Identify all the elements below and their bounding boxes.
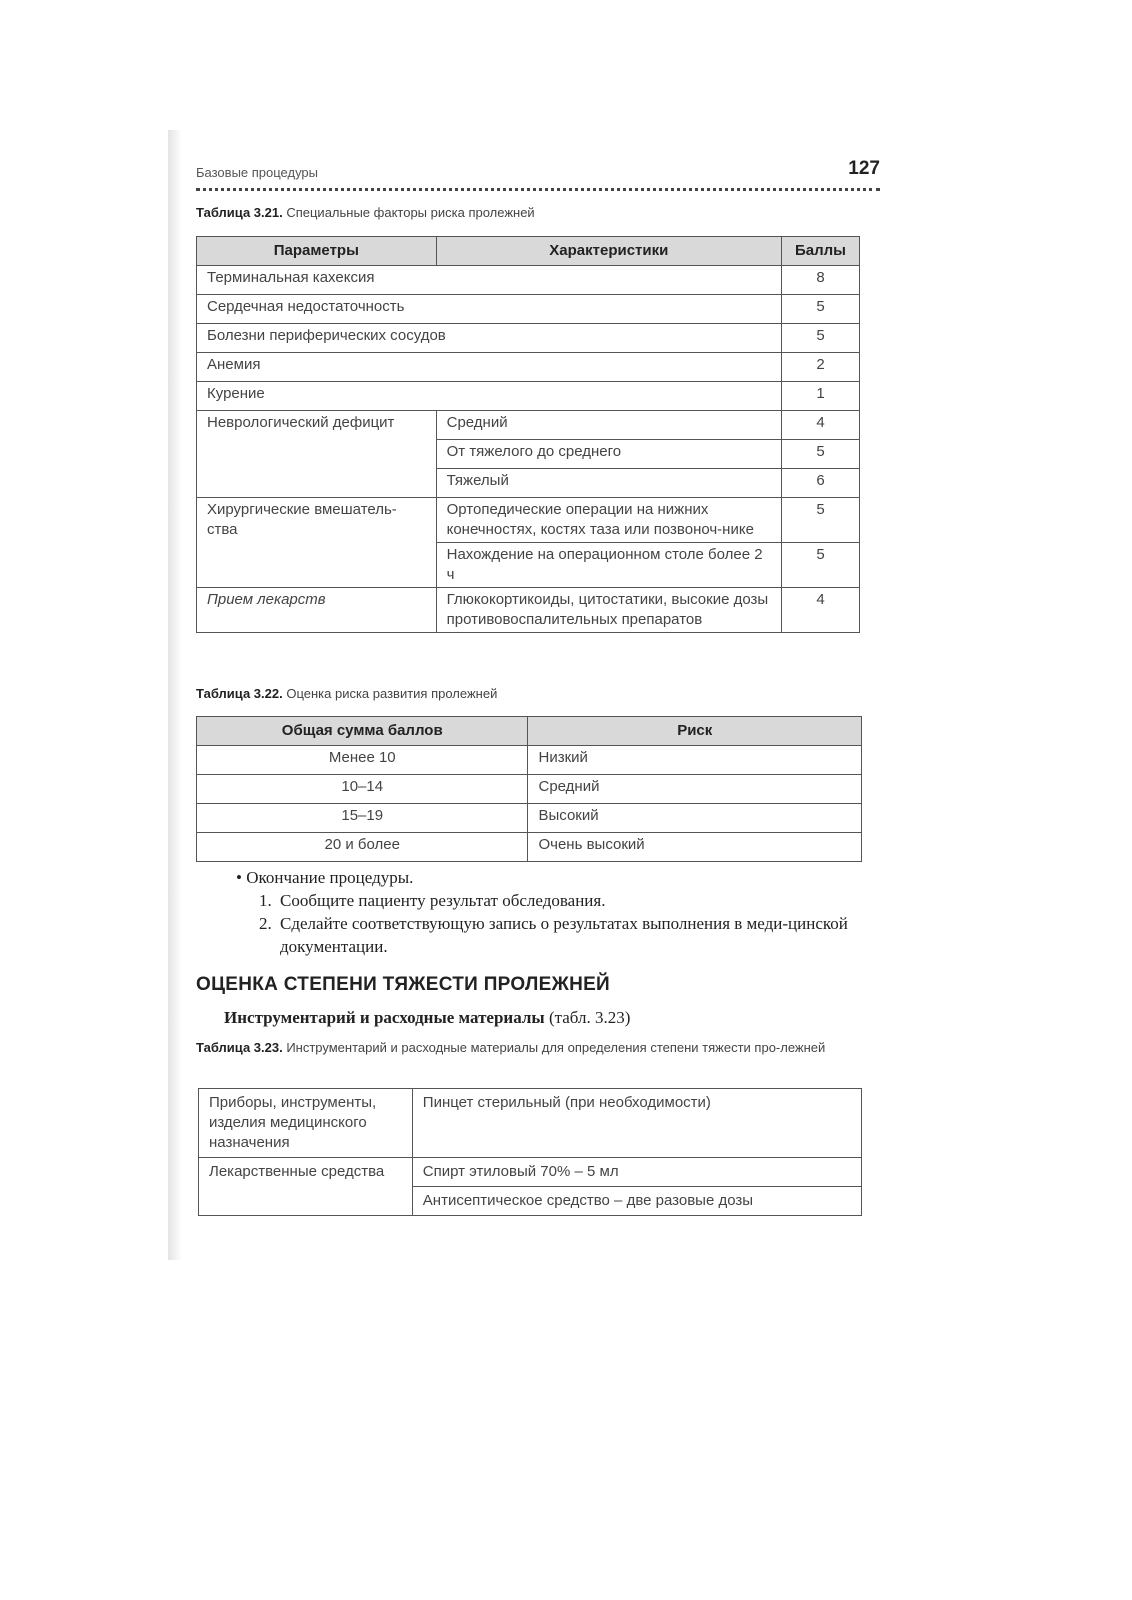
table-3-22-caption (196, 686, 497, 701)
score-cell: 4 (782, 588, 860, 633)
caption-number: Таблица 3.22. (196, 686, 283, 701)
table-row (197, 804, 862, 833)
item-cell: Пинцет стерильный (при необходимости) (412, 1089, 861, 1158)
caption-text: Специальные факторы риска пролежней (282, 205, 535, 220)
running-head (196, 158, 880, 186)
table-row (197, 411, 860, 440)
table-row (199, 1089, 862, 1158)
step-item: 2. Сделайте соответствующую запись о результатах выполнения в меди-цинской документации. (276, 912, 880, 958)
score-cell: 5 (782, 324, 860, 353)
dotted-rule (196, 188, 880, 191)
page-edge-shadow (168, 130, 182, 1260)
risk-cell: Высокий (528, 804, 862, 833)
table-row (197, 266, 860, 295)
char-cell: От тяжелого до среднего (436, 440, 781, 469)
table-row (197, 324, 860, 353)
book-page (196, 158, 880, 1209)
sub-heading-bold: Инструментарий и расходные материалы (224, 1008, 545, 1027)
category-cell: Приборы, инструменты, изделия медицинского назначения (199, 1089, 413, 1158)
category-cell: Лекарственные средства (199, 1158, 413, 1216)
param-cell: Сердечная недостаточность (197, 295, 782, 324)
sub-heading (224, 1008, 630, 1028)
header-cell: Характеристики (436, 237, 781, 266)
table-row (197, 353, 860, 382)
param-cell: Хирургические вмешатель-ства (197, 498, 437, 588)
bullet-item: • Окончание процедуры. (236, 868, 414, 887)
caption-number: Таблица 3.21. (196, 205, 283, 220)
table-row (197, 295, 860, 324)
char-cell: Средний (436, 411, 781, 440)
param-cell: Курение (197, 382, 782, 411)
score-cell: 1 (782, 382, 860, 411)
caption-number: Таблица 3.23. (196, 1040, 283, 1055)
running-title: Базовые процедуры (196, 165, 319, 180)
char-cell: Нахождение на операционном столе более 2 ч (436, 543, 781, 588)
item-cell: Спирт этиловый 70% – 5 мл (412, 1158, 861, 1187)
sub-heading-ref: (табл. 3.23) (544, 1008, 631, 1027)
score-cell: 6 (782, 469, 860, 498)
param-cell: Терминальная кахексия (197, 266, 782, 295)
risk-cell: Низкий (528, 746, 862, 775)
table-row (197, 746, 862, 775)
table-row (197, 775, 862, 804)
header-cell: Баллы (782, 237, 860, 266)
procedure-end-list (236, 866, 880, 958)
table-3-23 (198, 1088, 862, 1216)
table-header-row (197, 237, 860, 266)
table-row (197, 382, 860, 411)
char-cell: Глюкокортикоиды, цитостатики, высокие дозы противовоспалительных препаратов (436, 588, 781, 633)
param-cell: Болезни периферических сосудов (197, 324, 782, 353)
table-3-22 (196, 716, 862, 862)
score-cell: 2 (782, 353, 860, 382)
header-cell: Параметры (197, 237, 437, 266)
score-cell: 5 (782, 543, 860, 588)
table-3-21-caption (196, 205, 535, 220)
char-cell: Тяжелый (436, 469, 781, 498)
param-cell: Прием лекарств (197, 588, 437, 633)
header-cell: Общая сумма баллов (197, 717, 528, 746)
risk-cell: Очень высокий (528, 833, 862, 862)
item-cell: Антисептическое средство – две разовые дозы (412, 1187, 861, 1216)
table-header-row (197, 717, 862, 746)
table-row (197, 833, 862, 862)
sum-cell: 20 и более (197, 833, 528, 862)
param-cell: Неврологический дефицит (197, 411, 437, 498)
risk-cell: Средний (528, 775, 862, 804)
section-heading: ОЦЕНКА СТЕПЕНИ ТЯЖЕСТИ ПРОЛЕЖНЕЙ (196, 974, 611, 995)
score-cell: 5 (782, 295, 860, 324)
score-cell: 5 (782, 440, 860, 469)
table-row (199, 1158, 862, 1187)
sum-cell: 10–14 (197, 775, 528, 804)
sum-cell: Менее 10 (197, 746, 528, 775)
param-cell: Анемия (197, 353, 782, 382)
step-item: 1. Сообщите пациенту результат обследования. (276, 889, 880, 912)
table-3-23-caption (196, 1038, 880, 1058)
score-cell: 4 (782, 411, 860, 440)
table-row (197, 498, 860, 543)
score-cell: 8 (782, 266, 860, 295)
score-cell: 5 (782, 498, 860, 543)
caption-text: Оценка риска развития пролежней (282, 686, 498, 701)
char-cell: Ортопедические операции на нижних конечностях, костях таза или позвоноч-нике (436, 498, 781, 543)
table-row (197, 588, 860, 633)
table-3-21 (196, 236, 860, 633)
header-cell: Риск (528, 717, 862, 746)
page-number: 127 (848, 158, 880, 179)
caption-text: Инструментарий и расходные материалы для определения степени тяжести про-лежней (282, 1040, 826, 1055)
sum-cell: 15–19 (197, 804, 528, 833)
